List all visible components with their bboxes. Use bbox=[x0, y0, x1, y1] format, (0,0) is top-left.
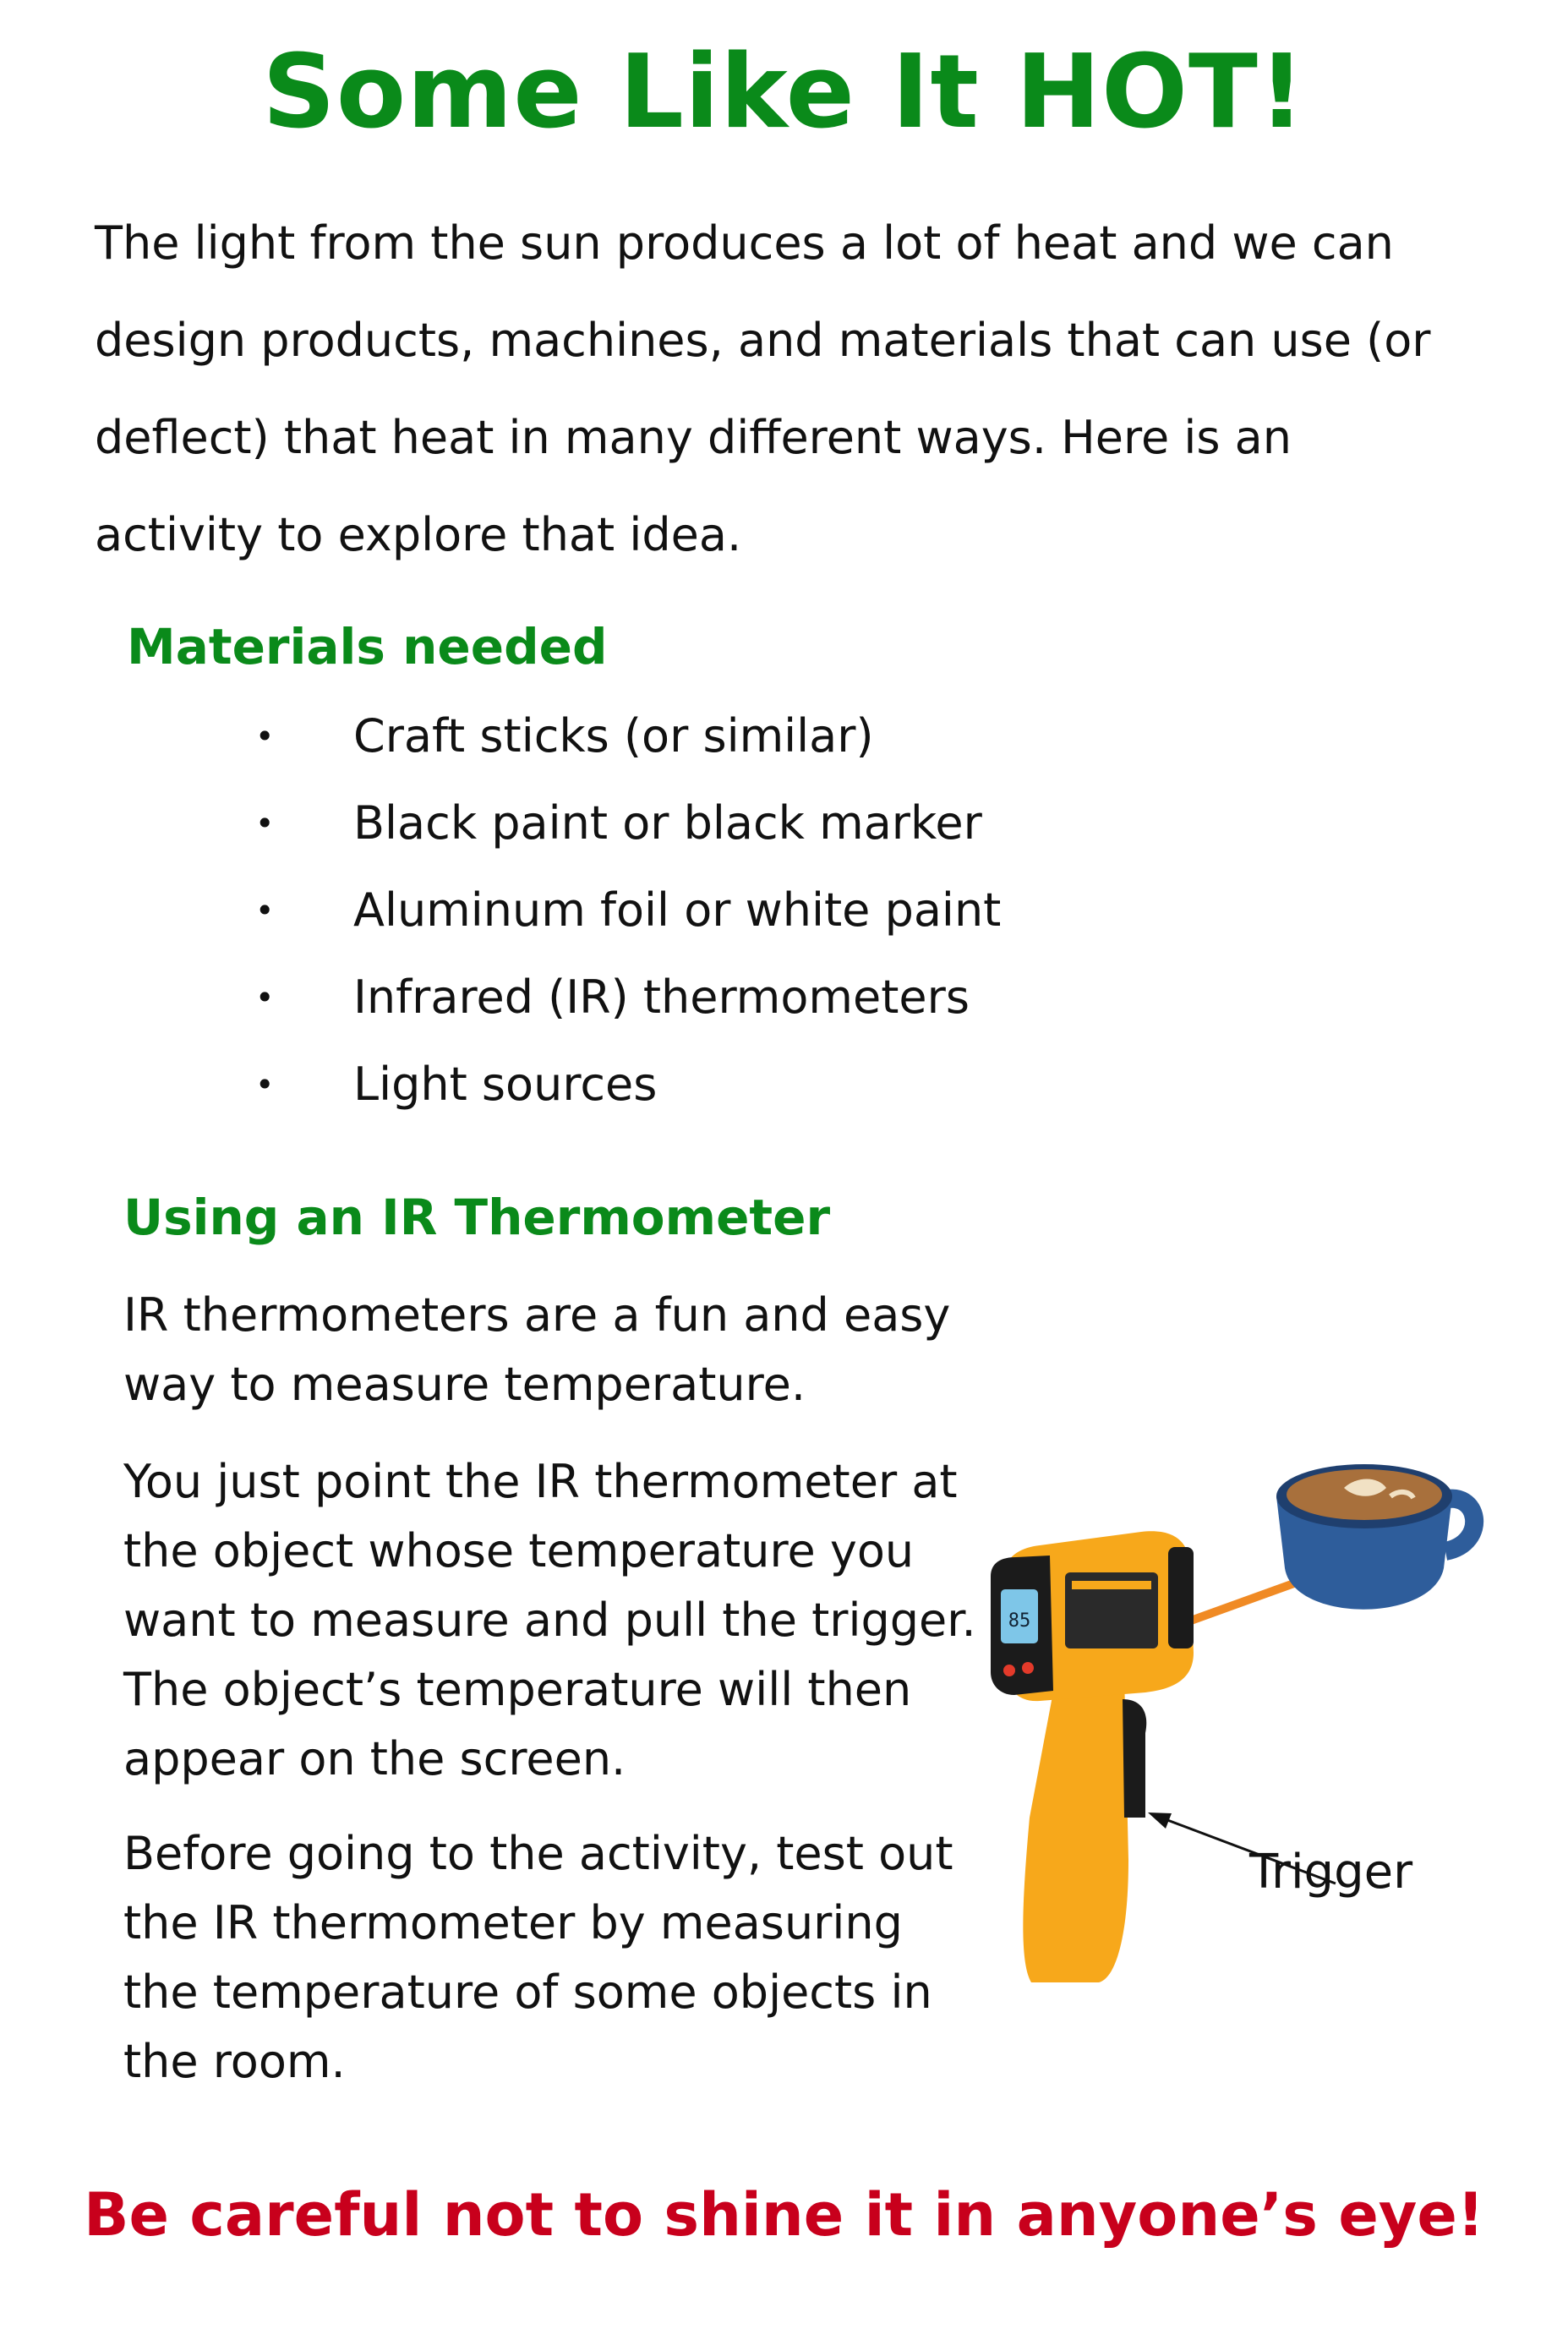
list-item-label: Craft sticks (or similar) bbox=[353, 709, 874, 763]
coffee-cup-icon bbox=[1276, 1464, 1474, 1610]
list-item bbox=[254, 706, 1001, 793]
ir-paragraph-1: IR thermometers are a fun and easy way to measure temperature. bbox=[123, 1288, 951, 1411]
materials-heading: Materials needed bbox=[127, 618, 608, 675]
list-item-label: Infrared (IR) thermometers bbox=[353, 970, 970, 1024]
list-item-label: Light sources bbox=[353, 1058, 658, 1111]
materials-list bbox=[254, 706, 1001, 1141]
bullet-icon: • bbox=[255, 1066, 275, 1103]
intro-paragraph: The light from the sun produces a lot of heat and we can design products, machines, and materials that can use (or deflect) that heat in many different ways. Here is an activity to explore that idea. bbox=[95, 216, 1431, 561]
screen-reading: 85 bbox=[1008, 1610, 1031, 1632]
arrow-head-icon bbox=[1148, 1812, 1172, 1829]
bullet-icon: • bbox=[255, 718, 275, 755]
page-title: Some Like It HOT! bbox=[262, 34, 1306, 151]
laser-beam bbox=[1179, 1577, 1310, 1625]
list-item bbox=[254, 793, 1001, 880]
warning-text: Be careful not to shine it in anyone’s eye! bbox=[84, 2180, 1484, 2250]
bullet-icon: • bbox=[255, 805, 275, 842]
list-item-label: Aluminum foil or white paint bbox=[353, 883, 1002, 937]
list-item bbox=[254, 967, 1001, 1054]
ir-paragraph-3: Before going to the activity, test out the IR thermometer by measuring the temperature of some objects in the room. bbox=[123, 1827, 953, 2088]
list-item-label: Black paint or black marker bbox=[353, 796, 982, 850]
trigger-label: Trigger bbox=[1249, 1845, 1413, 1900]
list-item bbox=[254, 1054, 1001, 1141]
ir-thermometer-icon bbox=[991, 1531, 1194, 1982]
button-icon bbox=[1003, 1665, 1015, 1676]
ir-thermometer-heading: Using an IR Thermometer bbox=[123, 1189, 831, 1246]
bullet-icon: • bbox=[255, 979, 275, 1016]
ir-thermometer-illustration bbox=[972, 1420, 1513, 2004]
bullet-icon: • bbox=[255, 892, 275, 929]
list-item bbox=[254, 880, 1001, 967]
button-icon bbox=[1022, 1662, 1034, 1674]
ir-paragraph-2: You just point the IR thermometer at the object whose temperature you want to measure and pull the trigger. The object’s temperature will then appear on the screen. bbox=[123, 1455, 976, 1785]
